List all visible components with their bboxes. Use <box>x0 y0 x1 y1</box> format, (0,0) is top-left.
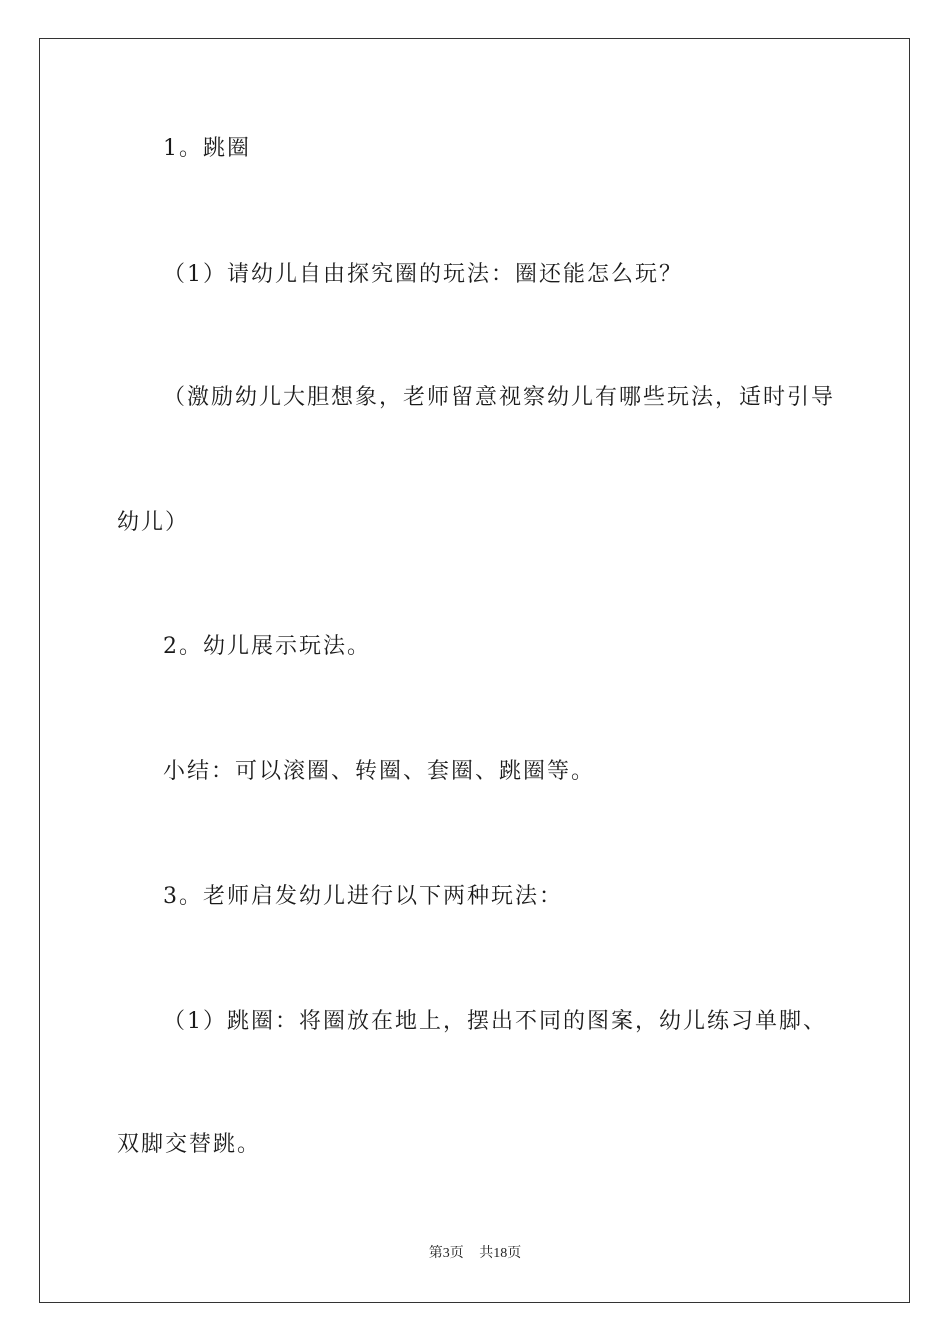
paragraph-summary: 小结：可以滚圈、转圈、套圈、跳圈等。 <box>163 759 596 784</box>
paragraph-heading-3: 3。老师启发幼儿进行以下两种玩法： <box>163 884 563 909</box>
paragraph-item-3-1-line-2: 双脚交替跳。 <box>117 1132 262 1157</box>
paragraph-heading-2: 2。幼儿展示玩法。 <box>163 634 371 659</box>
paragraph-item-3-1-line-1: （1）跳圈：将圈放在地上，摆出不同的图案，幼儿练习单脚、 <box>163 1009 827 1034</box>
page-border <box>39 38 910 1303</box>
page-total: 共18页 <box>479 1246 522 1261</box>
paragraph-heading-1: 1。跳圈 <box>163 136 251 161</box>
page-footer <box>0 1244 950 1264</box>
paragraph-note-line-1: （激励幼儿大胆想象，老师留意视察幼儿有哪些玩法，适时引导 <box>163 385 836 410</box>
paragraph-item-1-1: （1）请幼儿自由探究圈的玩法：圈还能怎么玩？ <box>163 262 683 287</box>
page-number: 第3页 <box>428 1246 464 1261</box>
paragraph-note-line-2: 幼儿） <box>117 510 190 535</box>
